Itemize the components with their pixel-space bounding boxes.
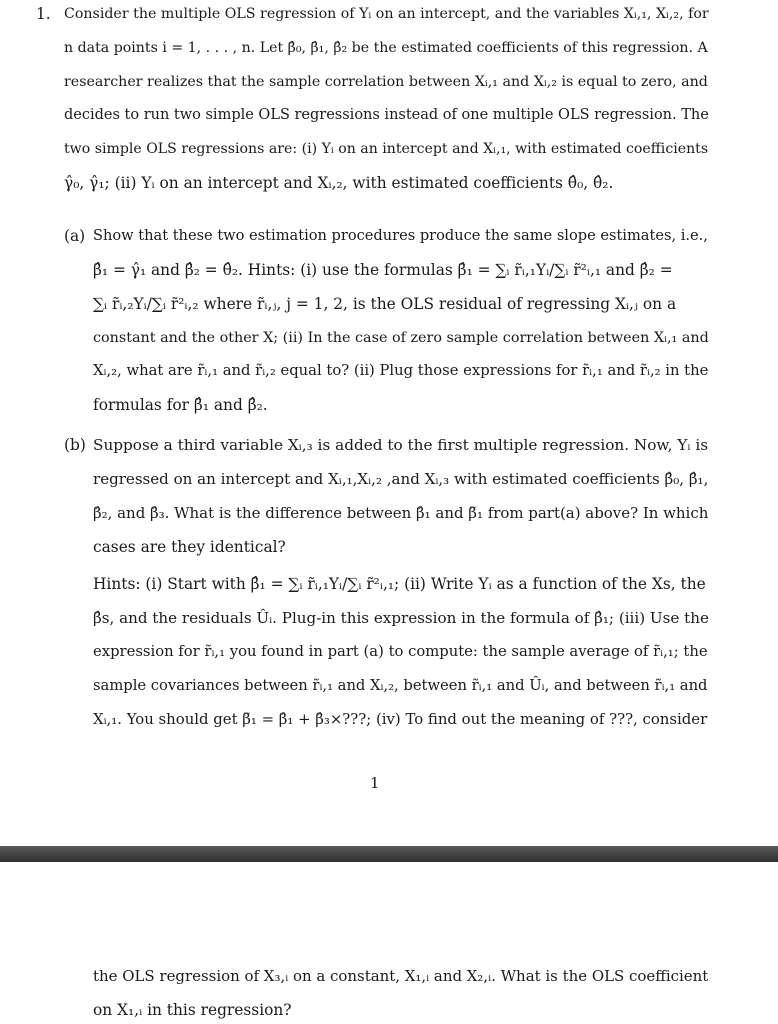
part-a-line: β̂₁ = γ̂₁ and β̂₂ = θ̂₂. Hints: (i) use the formulas β̂₁ = ∑ᵢ r̃ᵢ,₁Yᵢ/∑ᵢ r̃²ᵢ,₁ and β̂₂ = — [93, 261, 673, 279]
part-b-continued-line: the OLS regression of X₃,ᵢ on a constant, X₁,ᵢ and X₂,ᵢ. What is the OLS coefficient — [93, 967, 709, 985]
intro-line: decides to run two simple OLS regressions instead of one multiple OLS regression. The — [64, 107, 709, 123]
part-a-line: formulas for β̂₁ and β̂₂. — [93, 396, 268, 414]
page-separator — [0, 846, 778, 862]
page-2 — [0, 862, 778, 1024]
part-a-label: (a) — [64, 227, 86, 245]
intro-line: n data points i = 1, . . . , n. Let β̂₀, β̂₁, β̂₂ be the estimated coefficients of this regression. A — [64, 40, 708, 56]
part-b-hint-line: sample covariances between r̃ᵢ,₁ and Xᵢ,₂, between r̃ᵢ,₁ and Ûᵢ, and between r̃ᵢ,₁ and — [93, 677, 708, 694]
intro-line: Consider the multiple OLS regression of Yᵢ on an intercept, and the variables Xᵢ,₁, Xᵢ,₂, for — [64, 6, 709, 22]
intro-line: two simple OLS regressions are: (i) Yᵢ on an intercept and Xᵢ,₁, with estimated coefficients — [64, 141, 709, 157]
intro-line: researcher realizes that the sample correlation between Xᵢ,₁ and Xᵢ,₂ is equal to zero, and — [64, 74, 708, 90]
part-a-line: Show that these two estimation procedures produce the same slope estimates, i.e., — [93, 227, 708, 244]
part-a-line: ∑ᵢ r̃ᵢ,₂Yᵢ/∑ᵢ r̃²ᵢ,₂ where r̃ᵢ,ⱼ, j = 1, 2, is the OLS residual of regressing Xᵢ,ⱼ on a — [93, 295, 677, 313]
intro-line: γ̂₀, γ̂₁; (ii) Yᵢ on an intercept and Xᵢ,₂, with estimated coefficients θ̂₀, θ̂₂. — [64, 174, 614, 192]
part-b-label: (b) — [64, 436, 86, 454]
page-number: 1 — [370, 774, 380, 792]
part-a-line: Xᵢ,₂, what are r̃ᵢ,₁ and r̃ᵢ,₂ equal to? (ii) Plug those expressions for r̃ᵢ,₁ and r̃ᵢ,₂ in the — [93, 362, 709, 379]
part-b-line: Suppose a third variable Xᵢ,₃ is added to the first multiple regression. Now, Yᵢ is — [93, 436, 709, 454]
part-b-continued-line: on X₁,ᵢ in this regression? — [93, 1001, 292, 1019]
part-b-hint-line: expression for r̃ᵢ,₁ you found in part (a) to compute: the sample average of r̃ᵢ,₁; the — [93, 643, 708, 660]
part-b-hint-line: Hints: (i) Start with β̂₁ = ∑ᵢ r̃ᵢ,₁Yᵢ/∑ᵢ r̃²ᵢ,₁; (ii) Write Yᵢ as a function of the Xs, the — [93, 575, 706, 593]
part-b-line: cases are they identical? — [93, 538, 286, 556]
part-b-line: regressed on an intercept and Xᵢ,₁,Xᵢ,₂ ,and Xᵢ,₃ with estimated coefficients β̂₀, β̂₁, — [93, 470, 709, 488]
part-b-hint-line: Xᵢ,₁. You should get β̃₁ = β̂₁ + β̂₃×???; (iv) To find out the meaning of ???, consider — [93, 710, 708, 728]
part-a-line: constant and the other X; (ii) In the case of zero sample correlation between Xᵢ,₁ and — [93, 330, 709, 346]
part-b-line: β̂₂, and β̂₃. What is the difference between β̂₁ and β̃₁ from part(a) above? In which — [93, 504, 709, 522]
part-b-hint-line: β̂s, and the residuals Ûᵢ. Plug-in this expression in the formula of β̂₁; (iii) Use the — [93, 609, 709, 627]
question-number: 1. — [36, 5, 51, 23]
